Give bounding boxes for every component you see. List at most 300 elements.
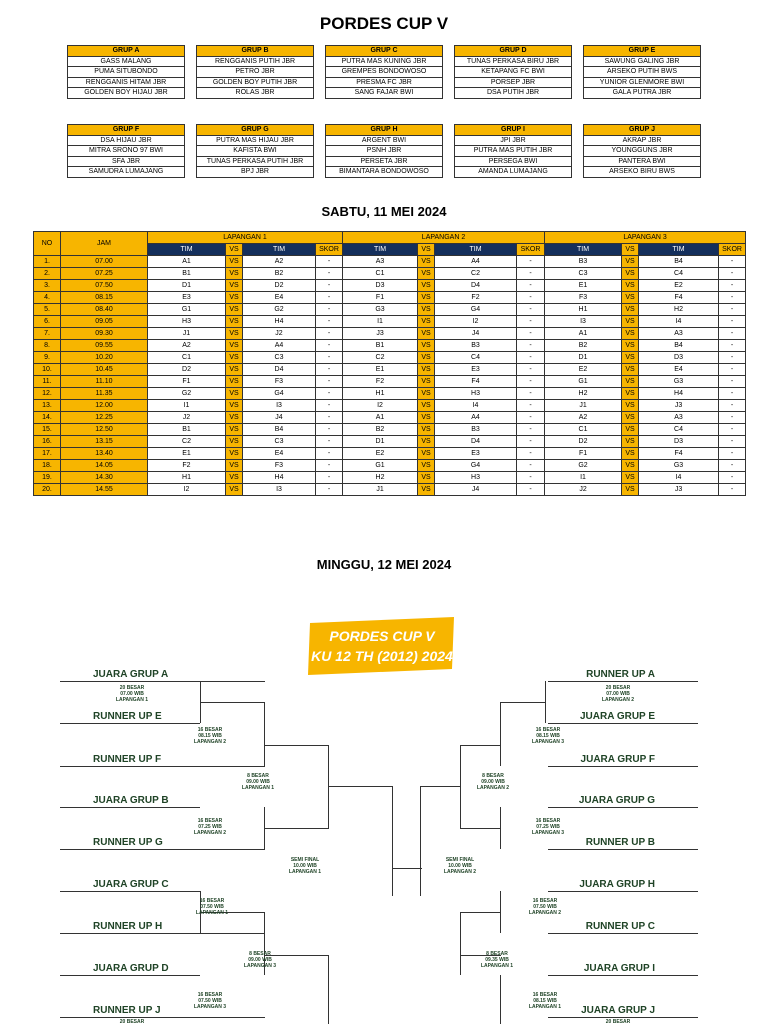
team-away: H4 <box>639 388 719 400</box>
bracket-line <box>548 681 698 682</box>
round-label-line: 07.00 WIB <box>120 691 144 697</box>
vs-label: VS <box>418 268 435 280</box>
group-team: PSNH JBR <box>326 146 442 157</box>
vs-label: VS <box>622 376 639 388</box>
vs-label: VS <box>418 388 435 400</box>
score: - <box>517 460 545 472</box>
score: - <box>316 316 343 328</box>
bracket-line <box>60 975 200 976</box>
vs-label: VS <box>226 412 243 424</box>
team-home: H1 <box>148 472 226 484</box>
vs-label: VS <box>418 328 435 340</box>
group-header: GRUP D <box>455 46 571 57</box>
col-tim: TIM <box>435 244 517 256</box>
group-header: GRUP J <box>584 125 700 136</box>
bracket-line <box>328 955 329 1024</box>
bracket-line <box>460 912 501 913</box>
match-no: 3. <box>34 280 61 292</box>
team-home: A2 <box>545 412 622 424</box>
score: - <box>316 484 343 496</box>
bracket-team: JUARA GRUP C <box>93 879 169 890</box>
round-label-line: 8 BESAR <box>482 773 504 779</box>
vs-label: VS <box>418 400 435 412</box>
table-row <box>34 304 746 316</box>
team-away: E4 <box>243 292 316 304</box>
vs-label: VS <box>226 256 243 268</box>
match-time: 13.40 <box>61 448 148 460</box>
team-home: E1 <box>545 280 622 292</box>
team-away: F4 <box>639 292 719 304</box>
round-label-line: 10.00 WIB <box>448 863 472 869</box>
team-home: E2 <box>343 448 418 460</box>
team-away: A4 <box>243 340 316 352</box>
vs-label: VS <box>226 340 243 352</box>
group-team: KETAPANG FC BWI <box>455 67 571 78</box>
table-row <box>34 484 746 496</box>
team-home: E1 <box>148 448 226 460</box>
group-header: GRUP H <box>326 125 442 136</box>
score: - <box>316 352 343 364</box>
col-tim: TIM <box>639 244 719 256</box>
vs-label: VS <box>226 364 243 376</box>
table-row <box>34 436 746 448</box>
score: - <box>719 400 746 412</box>
match-no: 14. <box>34 412 61 424</box>
team-away: E3 <box>435 448 517 460</box>
table-row <box>34 292 746 304</box>
group-team: PUTRA MAS KUNING JBR <box>326 57 442 68</box>
team-home: B2 <box>545 340 622 352</box>
vs-label: VS <box>226 448 243 460</box>
bracket-line <box>200 702 265 703</box>
round-label <box>588 685 648 703</box>
team-home: A1 <box>148 256 226 268</box>
col-lapangan-3: LAPANGAN 3 <box>545 232 746 244</box>
match-time: 07.00 <box>61 256 148 268</box>
table-row <box>34 400 746 412</box>
score: - <box>719 484 746 496</box>
round-label-line: 16 BESAR <box>197 818 223 824</box>
team-away: H4 <box>243 316 316 328</box>
team-home: H3 <box>148 316 226 328</box>
score: - <box>719 292 746 304</box>
bracket-team: JUARA GRUP J <box>581 1005 655 1016</box>
round-label-line: LAPANGAN 3 <box>243 963 277 969</box>
team-away: A4 <box>435 412 517 424</box>
round-label-line: LAPANGAN 1 <box>115 697 149 703</box>
score: - <box>719 280 746 292</box>
round-label-line: 16 BESAR <box>535 818 561 824</box>
team-away: F2 <box>435 292 517 304</box>
table-row <box>34 364 746 376</box>
team-home: B1 <box>343 340 418 352</box>
round-label <box>180 992 240 1010</box>
table-row <box>34 472 746 484</box>
team-away: F4 <box>639 448 719 460</box>
match-time: 09.30 <box>61 328 148 340</box>
group-team: SAWUNG GALING JBR <box>584 57 700 68</box>
team-away: D4 <box>435 280 517 292</box>
vs-label: VS <box>418 460 435 472</box>
vs-label: VS <box>418 472 435 484</box>
col-vs: VS <box>418 244 435 256</box>
group-team: JPI JBR <box>455 136 571 147</box>
match-no: 4. <box>34 292 61 304</box>
round-label-line: 20 BESAR <box>119 1019 145 1025</box>
bracket-line <box>460 912 461 975</box>
score: - <box>517 400 545 412</box>
vs-label: VS <box>622 304 639 316</box>
score: - <box>719 448 746 460</box>
page-title: PORDES CUP V <box>319 14 449 33</box>
vs-label: VS <box>418 412 435 424</box>
group-team: YUNIOR GLENMORE BWI <box>584 78 700 89</box>
vs-label: VS <box>226 376 243 388</box>
group-team: SANG FAJAR BWI <box>354 89 414 97</box>
team-home: F2 <box>148 460 226 472</box>
round-label-line: 09.00 WIB <box>481 779 505 785</box>
team-away: D3 <box>639 352 719 364</box>
team-away: I3 <box>243 400 316 412</box>
team-away: J4 <box>243 412 316 424</box>
group-team: BIMANTARA BONDOWOSO <box>339 168 429 176</box>
round-label <box>180 818 240 836</box>
round-label-line: 07.50 WIB <box>200 904 224 910</box>
group-team: TUNAS PERKASA BIRU JBR <box>455 57 571 68</box>
score: - <box>316 280 343 292</box>
score: - <box>517 388 545 400</box>
table-row <box>34 340 746 352</box>
group-team: ARSEKO PUTIH BWS <box>584 67 700 78</box>
match-time: 14.55 <box>61 484 148 496</box>
match-time: 09.05 <box>61 316 148 328</box>
round-label-line: 08.15 WIB <box>198 733 222 739</box>
group-team: AKRAP JBR <box>584 136 700 147</box>
match-no: 1. <box>34 256 61 268</box>
day2-title: MINGGU, 12 MEI 2024 <box>316 557 452 572</box>
group-team: ROLAS JBR <box>235 89 275 97</box>
group-team: DSA PUTIH JBR <box>486 89 540 97</box>
round-label-line: 8 BESAR <box>486 951 508 957</box>
team-home: A2 <box>148 340 226 352</box>
round-label-line: LAPANGAN 1 <box>195 910 229 916</box>
group-team: SFA JBR <box>68 157 184 168</box>
vs-label: VS <box>226 436 243 448</box>
round-label-line: 16 BESAR <box>532 898 558 904</box>
score: - <box>517 364 545 376</box>
team-home: F1 <box>148 376 226 388</box>
group-header: GRUP E <box>584 46 700 57</box>
score: - <box>316 256 343 268</box>
group-team: PANTERA BWI <box>584 157 700 168</box>
table-row <box>34 460 746 472</box>
table-row <box>34 448 746 460</box>
vs-label: VS <box>226 328 243 340</box>
round-label-line: 16 BESAR <box>197 992 223 998</box>
round-label-line: 09.35 WIB <box>485 957 509 963</box>
group-box <box>454 45 572 99</box>
col-tim: TIM <box>243 244 316 256</box>
match-time: 08.40 <box>61 304 148 316</box>
round-label-line: 8 BESAR <box>249 951 271 957</box>
round-label-line: LAPANGAN 2 <box>193 739 227 745</box>
score: - <box>316 340 343 352</box>
score: - <box>517 484 545 496</box>
team-away: J3 <box>639 484 719 496</box>
team-home: D3 <box>343 280 418 292</box>
team-away: C2 <box>435 268 517 280</box>
round-label <box>515 992 575 1010</box>
group-header: GRUP I <box>455 125 571 136</box>
round-label-line: LAPANGAN 1 <box>528 1004 562 1010</box>
team-away: G4 <box>435 304 517 316</box>
score: - <box>316 412 343 424</box>
group-header: GRUP B <box>197 46 313 57</box>
round-label-line: 20 BESAR <box>605 685 631 691</box>
match-time: 11.35 <box>61 388 148 400</box>
score: - <box>316 376 343 388</box>
group-team: GOLDEN BOY HIJAU JBR <box>84 89 168 97</box>
bracket-team: JUARA GRUP H <box>579 879 655 890</box>
team-away: B3 <box>435 340 517 352</box>
match-no: 17. <box>34 448 61 460</box>
vs-label: VS <box>418 424 435 436</box>
col-vs: VS <box>226 244 243 256</box>
team-home: D2 <box>148 364 226 376</box>
team-away: C3 <box>243 352 316 364</box>
round-label <box>463 773 523 791</box>
bracket-line <box>548 849 698 850</box>
vs-label: VS <box>622 268 639 280</box>
bracket-team: JUARA GRUP A <box>93 669 169 680</box>
round-label-line: LAPANGAN 2 <box>193 830 227 836</box>
table-row <box>34 352 746 364</box>
team-away: I3 <box>243 484 316 496</box>
vs-label: VS <box>418 352 435 364</box>
score: - <box>316 304 343 316</box>
group-team: DSA HIJAU JBR <box>68 136 184 147</box>
team-home: J1 <box>343 484 418 496</box>
match-no: 12. <box>34 388 61 400</box>
round-label-line: 07.25 WIB <box>536 824 560 830</box>
match-time: 10.20 <box>61 352 148 364</box>
score: - <box>719 436 746 448</box>
table-row <box>34 328 746 340</box>
day1-title: SABTU, 11 MEI 2024 <box>321 204 447 219</box>
bracket-line <box>60 891 200 892</box>
vs-label: VS <box>622 400 639 412</box>
team-home: H1 <box>545 304 622 316</box>
team-home: G1 <box>545 376 622 388</box>
bracket-line <box>548 807 698 808</box>
team-home: G3 <box>343 304 418 316</box>
match-time: 10.45 <box>61 364 148 376</box>
bracket-line <box>548 1017 698 1018</box>
score: - <box>719 256 746 268</box>
vs-label: VS <box>226 268 243 280</box>
bracket-line <box>548 933 698 934</box>
team-away: G4 <box>243 388 316 400</box>
team-away: G3 <box>639 460 719 472</box>
team-away: D4 <box>435 436 517 448</box>
round-label-line: LAPANGAN 2 <box>476 785 510 791</box>
vs-label: VS <box>622 460 639 472</box>
group-box <box>454 124 572 178</box>
team-home: I1 <box>545 472 622 484</box>
col-lapangan-1: LAPANGAN 1 <box>148 232 343 244</box>
bracket-line <box>548 723 698 724</box>
team-away: H3 <box>435 388 517 400</box>
match-no: 15. <box>34 424 61 436</box>
round-label-line: 08.15 WIB <box>536 733 560 739</box>
match-time: 12.50 <box>61 424 148 436</box>
team-away: A2 <box>243 256 316 268</box>
col-no: NO <box>34 232 61 256</box>
score: - <box>517 424 545 436</box>
team-home: I1 <box>148 400 226 412</box>
team-away: B4 <box>639 340 719 352</box>
schedule-table <box>33 231 746 496</box>
round-label-line: 07.50 WIB <box>533 904 557 910</box>
group-team: PERSEGA BWI <box>455 157 571 168</box>
round-label-line: LAPANGAN 3 <box>531 739 565 745</box>
team-home: F3 <box>545 292 622 304</box>
vs-label: VS <box>622 340 639 352</box>
match-time: 07.50 <box>61 280 148 292</box>
round-label-line: SEMI FINAL <box>445 857 475 863</box>
vs-label: VS <box>622 424 639 436</box>
bracket-line <box>60 681 265 682</box>
bracket-line <box>500 702 501 766</box>
group-header: GRUP G <box>197 125 313 136</box>
match-no: 5. <box>34 304 61 316</box>
team-home: A1 <box>343 412 418 424</box>
table-row <box>34 388 746 400</box>
score: - <box>719 376 746 388</box>
score: - <box>316 292 343 304</box>
round-label-line: LAPANGAN 1 <box>241 785 275 791</box>
col-tim: TIM <box>148 244 226 256</box>
score: - <box>719 304 746 316</box>
team-home: F1 <box>545 448 622 460</box>
team-away: G3 <box>639 376 719 388</box>
vs-label: VS <box>418 376 435 388</box>
vs-label: VS <box>622 472 639 484</box>
group-team: TUNAS PERKASA PUTIH JBR <box>197 157 313 168</box>
col-skor: SKOR <box>316 244 343 256</box>
vs-label: VS <box>226 460 243 472</box>
col-tim: TIM <box>545 244 622 256</box>
round-label-line: LAPANGAN 2 <box>528 910 562 916</box>
team-away: J2 <box>243 328 316 340</box>
col-tim: TIM <box>343 244 418 256</box>
bracket-team: JUARA GRUP E <box>579 711 655 722</box>
vs-label: VS <box>622 352 639 364</box>
team-away: A3 <box>639 328 719 340</box>
group-team: RENGGANIS HITAM JBR <box>68 78 184 89</box>
vs-label: VS <box>622 292 639 304</box>
round-label-line: 07.50 WIB <box>198 998 222 1004</box>
bracket-line <box>460 745 501 746</box>
team-home: J3 <box>343 328 418 340</box>
score: - <box>719 352 746 364</box>
team-home: J2 <box>545 484 622 496</box>
team-away: F3 <box>243 376 316 388</box>
team-away: D2 <box>243 280 316 292</box>
team-away: J3 <box>639 400 719 412</box>
table-row <box>34 376 746 388</box>
bracket-team: RUNNER UP A <box>586 669 655 680</box>
score: - <box>316 436 343 448</box>
team-home: G2 <box>545 460 622 472</box>
bracket-team: RUNNER UP F <box>93 754 162 765</box>
group-header: GRUP A <box>68 46 184 57</box>
bracket-line <box>264 828 329 829</box>
bracket-line <box>392 868 422 869</box>
round-label-line: 16 BESAR <box>197 727 223 733</box>
round-label-line: 16 BESAR <box>535 727 561 733</box>
team-away: G4 <box>435 460 517 472</box>
score: - <box>517 292 545 304</box>
score: - <box>517 316 545 328</box>
round-label <box>228 773 288 791</box>
round-label-line: LAPANGAN 3 <box>531 830 565 836</box>
round-label-line: 09.00 WIB <box>248 957 272 963</box>
vs-label: VS <box>622 280 639 292</box>
team-home: C2 <box>343 352 418 364</box>
vs-label: VS <box>418 340 435 352</box>
group-box <box>583 45 701 99</box>
score: - <box>719 364 746 376</box>
group-team: AMANDA LUMAJANG <box>478 168 548 176</box>
score: - <box>517 256 545 268</box>
score: - <box>316 388 343 400</box>
score: - <box>517 376 545 388</box>
bracket-team: RUNNER UP H <box>93 921 163 932</box>
team-away: F3 <box>243 460 316 472</box>
team-away: D4 <box>243 364 316 376</box>
team-home: F2 <box>343 376 418 388</box>
vs-label: VS <box>622 328 639 340</box>
team-home: D1 <box>148 280 226 292</box>
match-time: 08.15 <box>61 292 148 304</box>
bracket-line <box>60 807 200 808</box>
group-box <box>67 124 185 178</box>
group-team: GOLDEN BOY PUTIH JBR <box>197 78 313 89</box>
group-box <box>196 45 314 99</box>
vs-label: VS <box>226 424 243 436</box>
bracket-line <box>500 975 501 1024</box>
score: - <box>517 472 545 484</box>
match-no: 6. <box>34 316 61 328</box>
team-home: B3 <box>545 256 622 268</box>
team-home: I3 <box>545 316 622 328</box>
round-label-line: 07.25 WIB <box>198 824 222 830</box>
table-row <box>34 412 746 424</box>
team-home: A1 <box>545 328 622 340</box>
team-home: F1 <box>343 292 418 304</box>
team-home: A3 <box>343 256 418 268</box>
score: - <box>517 304 545 316</box>
match-no: 10. <box>34 364 61 376</box>
logo-line1: PORDES CUP V <box>329 628 435 644</box>
bracket-line <box>60 723 200 724</box>
bracket-team: RUNNER UP E <box>93 711 162 722</box>
col-skor: SKOR <box>719 244 746 256</box>
group-team: GALA PUTRA JBR <box>612 89 672 97</box>
bracket-team: RUNNER UP C <box>585 921 655 932</box>
vs-label: VS <box>418 364 435 376</box>
